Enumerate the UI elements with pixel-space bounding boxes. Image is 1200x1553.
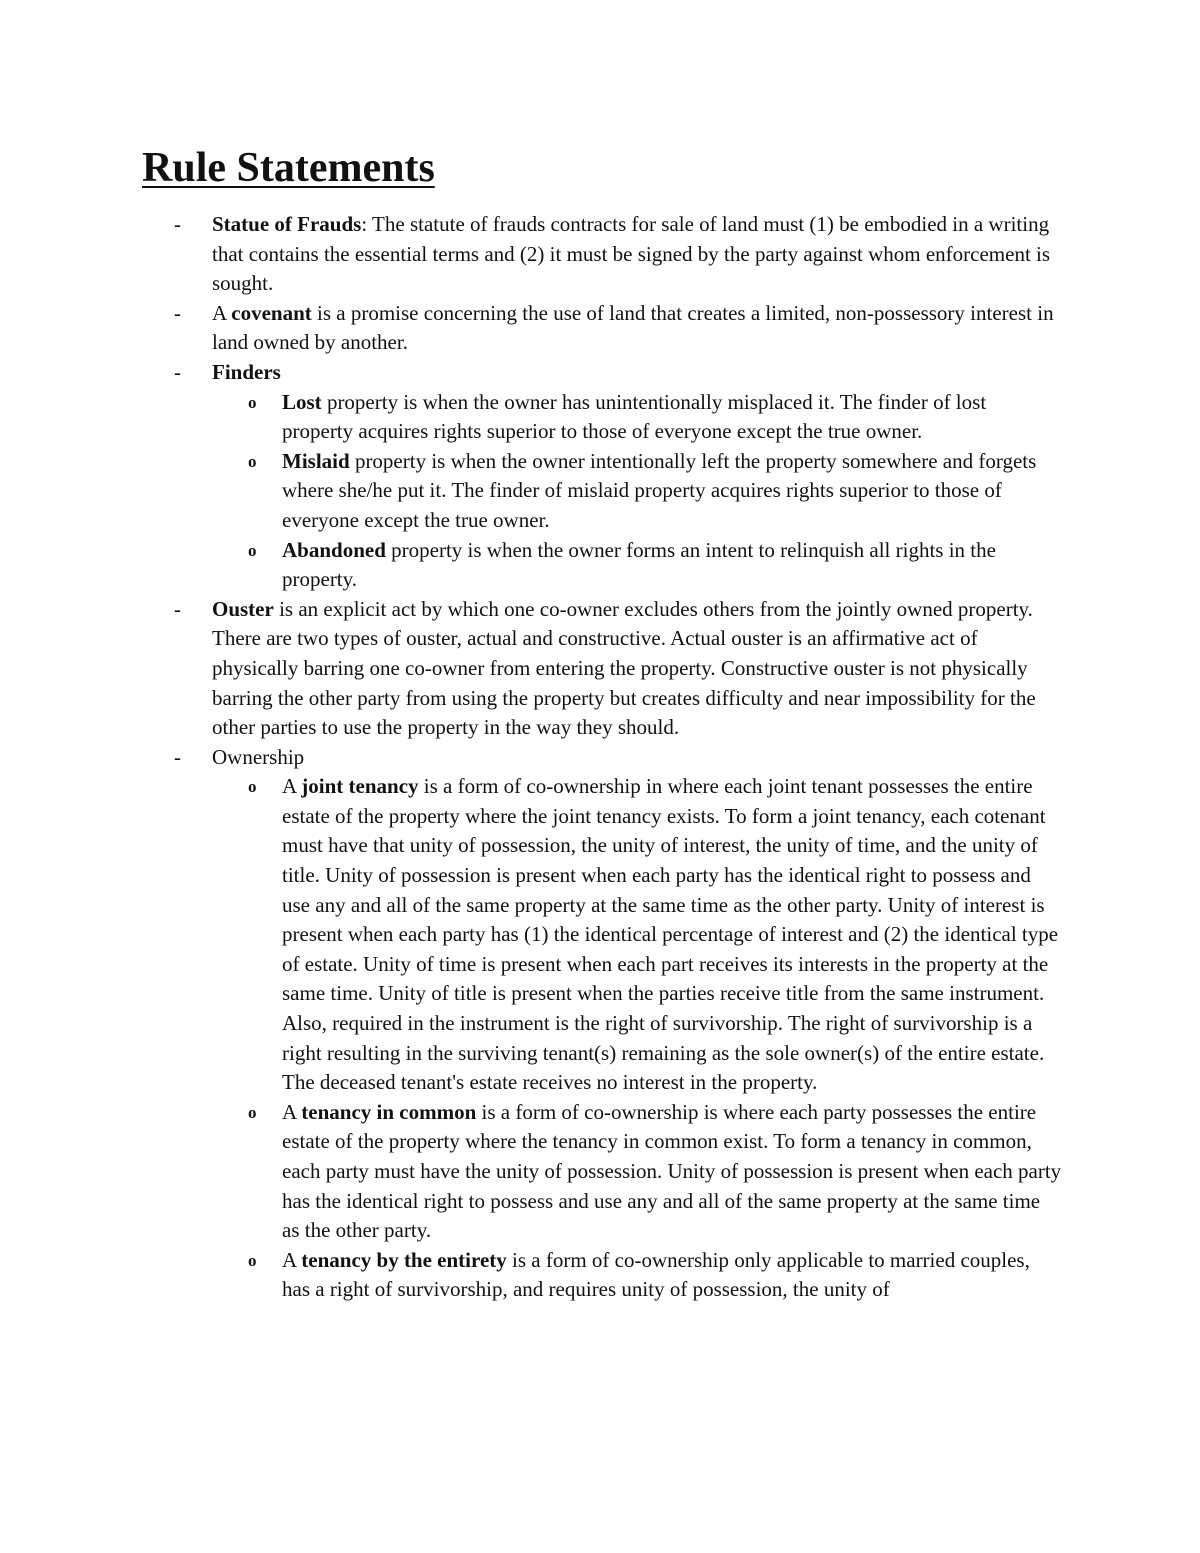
term-mislaid: Mislaid xyxy=(282,448,350,473)
rule-text: is a form of co-ownership only applicable to married couples, has a right of survivorship, and requires unity of possession, the unity of xyxy=(282,1247,1030,1302)
term-statute-of-frauds: Statue of Frauds xyxy=(212,212,362,236)
term-finders: Finders xyxy=(212,359,281,384)
rule-list xyxy=(0,210,1200,1305)
rule-text: : The statute of frauds contracts for sale of land must (1) be embodied in a writing that contains the essential terms and (2) it must be signed by the party against whom enforcement is sought. xyxy=(212,212,1051,296)
term-ouster: Ouster xyxy=(212,596,274,621)
term-covenant: covenant xyxy=(231,300,312,325)
term-joint-tenancy: joint tenancy xyxy=(301,774,419,799)
dash-bullet: - xyxy=(174,212,181,236)
dash-bullet: - xyxy=(174,744,181,769)
rule-text: is a form of co-ownership in where each joint tenant possesses the entire estate of the property where the joint tenancy exists. To form a joint tenancy, each cotenant must have that unity of possession, the unity of interest, the unity of time, and the unity of title. Unity of possession is present when each party has the identical right to possess and use any and all of the same property at the same time as the other party. Unity of interest is present when each party has (1) the identical percentage of interest and (2) the identical type of estate. Unity of time is present when each part receives its interests in the property at the same time. Unity of title is present when the parties receive title from the same instrument. Also, required in the instrument is the right of survivorship. The right of survivorship is a right resulting in the surviving tenant(s) remaining as the sole owner(s) of the entire estate. The deceased tenant's estate receives no interest in the property. xyxy=(282,774,1059,1095)
sub-item-mislaid xyxy=(0,447,1062,536)
rule-text: is a promise concerning the use of land that creates a limited, non-possessory interest in land owned by another. xyxy=(212,300,1054,355)
dash-bullet: - xyxy=(174,596,181,621)
rule-text: property is when the owner has unintentionally misplaced it. The finder of lost property acquires rights superior to those of everyone except the true owner. xyxy=(282,389,987,444)
list-item-statute-of-frauds xyxy=(0,210,1064,299)
sub-item-lost xyxy=(0,388,1062,447)
dash-bullet: - xyxy=(174,300,181,325)
rule-prefix: A xyxy=(282,1247,302,1272)
rule-prefix: A xyxy=(282,1099,302,1124)
circle-bullet: o xyxy=(248,1102,257,1122)
rule-prefix: A xyxy=(212,300,232,325)
rule-text: is an explicit act by which one co-owner excludes others from the jointly owned property. There are two types of ouster, actual and constructive. Actual ouster is an affirmative act of physically barring one co-owner from entering the property. Constructive ouster is not physically barring the other party from using the property but creates difficulty and near impossibility for the other parties to use the property in the way they should. xyxy=(212,596,1036,740)
rule-text: property is when the owner forms an intent to relinquish all rights in the property. xyxy=(282,537,996,592)
list-item-ownership xyxy=(0,743,1064,773)
rule-text: property is when the owner intentionally left the property somewhere and forgets where she/he put it. The finder of mislaid property acquires rights superior to those of everyone except the true owner. xyxy=(282,448,1037,532)
page-title: Rule Statements xyxy=(142,145,435,191)
rule-text: is a form of co-ownership is where each party possesses the entire estate of the property where the tenancy in common exist. To form a tenancy in common, each party must have the unity of possession. Unity of possession is present when each party has the identical right to possess and use any and all of the same property at the same time as the other party. xyxy=(282,1099,1062,1243)
circle-bullet: o xyxy=(248,451,257,471)
list-item-finders xyxy=(0,358,1064,388)
dash-bullet: - xyxy=(174,359,181,384)
circle-bullet: o xyxy=(248,392,257,412)
circle-bullet: o xyxy=(248,540,257,560)
ownership-label: Ownership xyxy=(212,744,305,769)
term-tenancy-by-entirety: tenancy by the entirety xyxy=(301,1247,507,1272)
sub-item-tenancy-in-common xyxy=(0,1098,1062,1246)
term-abandoned: Abandoned xyxy=(282,537,386,562)
term-lost: Lost xyxy=(282,389,322,414)
circle-bullet: o xyxy=(248,777,257,797)
sub-item-tenancy-by-entirety xyxy=(0,1246,1062,1305)
circle-bullet: o xyxy=(248,1250,257,1270)
list-item-covenant xyxy=(0,299,1064,358)
term-tenancy-in-common: tenancy in common xyxy=(301,1099,477,1124)
sub-item-abandoned xyxy=(0,536,1062,595)
list-item-ouster xyxy=(0,595,1064,743)
rule-prefix: A xyxy=(282,774,302,799)
sub-item-joint-tenancy xyxy=(0,772,1062,1098)
